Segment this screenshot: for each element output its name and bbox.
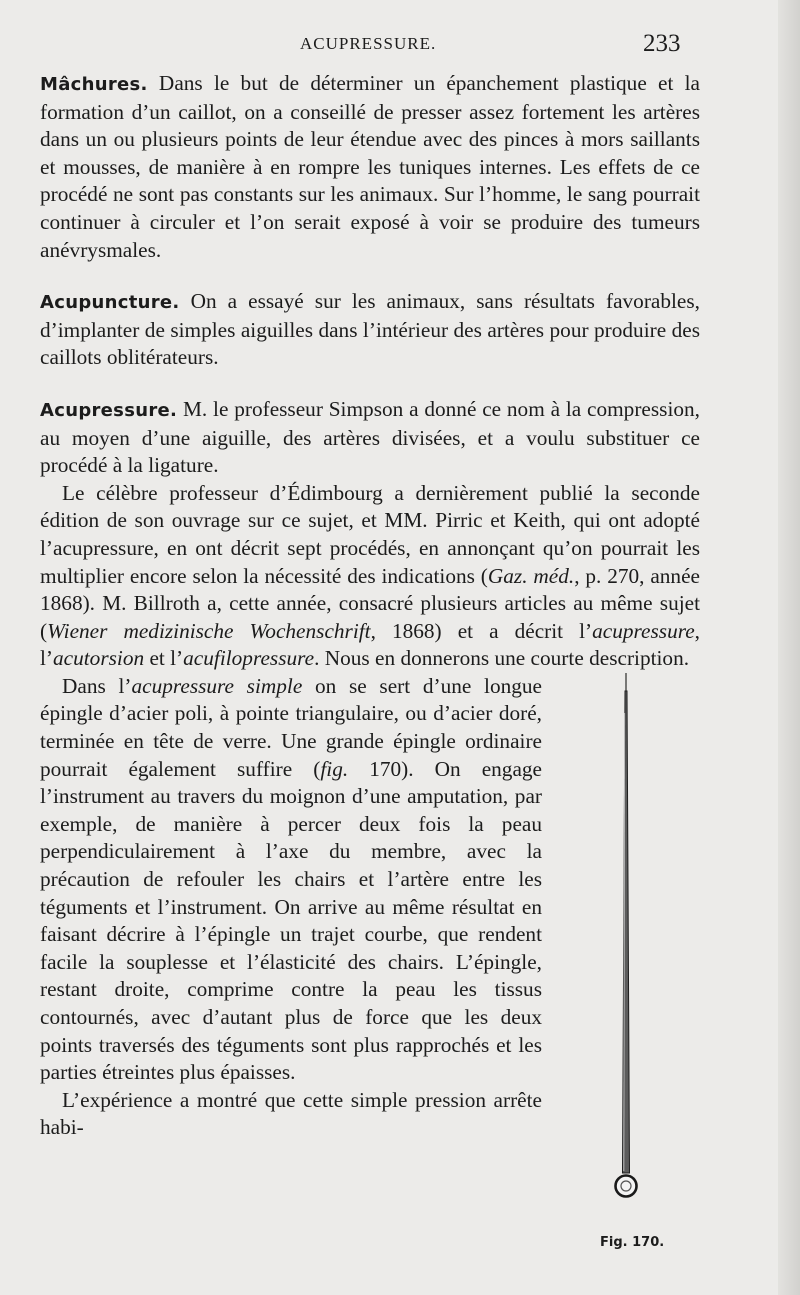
paragraph-edinburgh [40,480,700,673]
term-acutorsion: acutorsion [53,646,145,671]
text-run: Le célèbre professeur d’Édimbourg a dernièrement publié la seconde édition de son ouvrage sur ce sujet, et MM. Pirric et Keith, qui ont adopté l’acupressure, en ont décrit sept procédés, en annonçant qu’on pourrait les multiplier encore selon la nécessité des indications ( [40,480,700,588]
body-text [40,70,700,1261]
section-term-acupuncture: Acupuncture. [40,292,180,314]
text-run: , p. 270, année 1868). M. Billroth a, cette année, consacré plusieurs articles au même sujet ( [40,563,700,643]
text-run: Dans l’ [62,673,132,698]
page-edge-shadow [778,0,800,1295]
paragraph-acupressure [40,396,700,480]
text-run: on se sert d’une longue épingle d’acier poli, à pointe triangulaire, ou d’acier doré, terminée en tête de verre. Une grande épingle ordinaire pourrait également suffire ( [40,673,542,781]
page-number: 233 [643,30,681,57]
figure-reference: fig. [320,756,349,781]
paragraph-acupuncture [40,288,700,372]
paragraph-acupressure-body: M. le professeur Simpson a donné ce nom à la compression, au moyen d’une aiguille, des artères divisées, et a voulu substituer ce procédé à la ligature. [40,396,700,478]
needle-illustration [612,673,642,1219]
term-acufilopressure: acufilopressure [183,646,315,671]
text-run: , 1868) et a décrit l’ [370,618,593,643]
text-run: 170). On engage l’instrument au travers du moignon d’une amputation, par exemple, de manière à percer deux fois la peau perpendiculairement à l’axe du membre, avec la précaution de refouler les chairs et l’artère entre les téguments et l’instrument. On arrive au même résultat en faisant décrire à l’épingle un trajet courbe, que rendent facile la souplesse et l’élasticité des chairs. L’épingle, restant droite, comprime contre la peau les tissus contournés, avec d’autant plus de force que les deux points traversés des téguments sont plus rapprochés et les parties étreintes plus épaisses. [40,756,543,1085]
journal-title: Wiener medizinische Wochenschrift [47,618,371,643]
text-run: . Nous en donnerons une courte description. [314,646,690,671]
term-acupressure-simple: acupressure simple [131,673,303,698]
text-run: , l’ [40,618,700,671]
text-run: et l’ [144,646,184,671]
page-header [0,30,800,64]
paragraph-machures-body: Dans le but de déterminer un épanchement plastique et la formation d’un caillot, on a conseillé de presser assez fortement les artères dans un ou plusieurs points de leur étendue avec des pinces à mors saillants et mousses, de manière à en rompre les tuniques internes. Les effets de ce procédé ne sont pas constants sur les animaux. Sur l’homme, le sang pourrait continuer à circuler et l’on serait exposé à voir se produire des tumeurs anévrysmales. [40,71,700,262]
citation-gaz-med: Gaz. méd. [487,563,575,588]
paragraph-experience: L’expérience a montré que cette simple pression arrête habi- [40,1087,542,1140]
term-acupressure: acupressure [592,618,695,643]
section-term-acupressure: Acupressure. [40,399,178,421]
paragraph-machures [40,70,700,264]
figure-170 [560,673,700,1261]
figure-caption: Fig. 170. [600,1234,665,1250]
section-term-machures: Mâchures. [40,74,148,95]
running-head: ACUPRESSURE. [300,34,437,53]
paragraph-acupuncture-body: On a essayé sur les animaux, sans résultats favorables, d’implanter de simples aiguilles dans l’intérieur des artères pour produire des caillots oblitérateurs. [40,289,700,370]
